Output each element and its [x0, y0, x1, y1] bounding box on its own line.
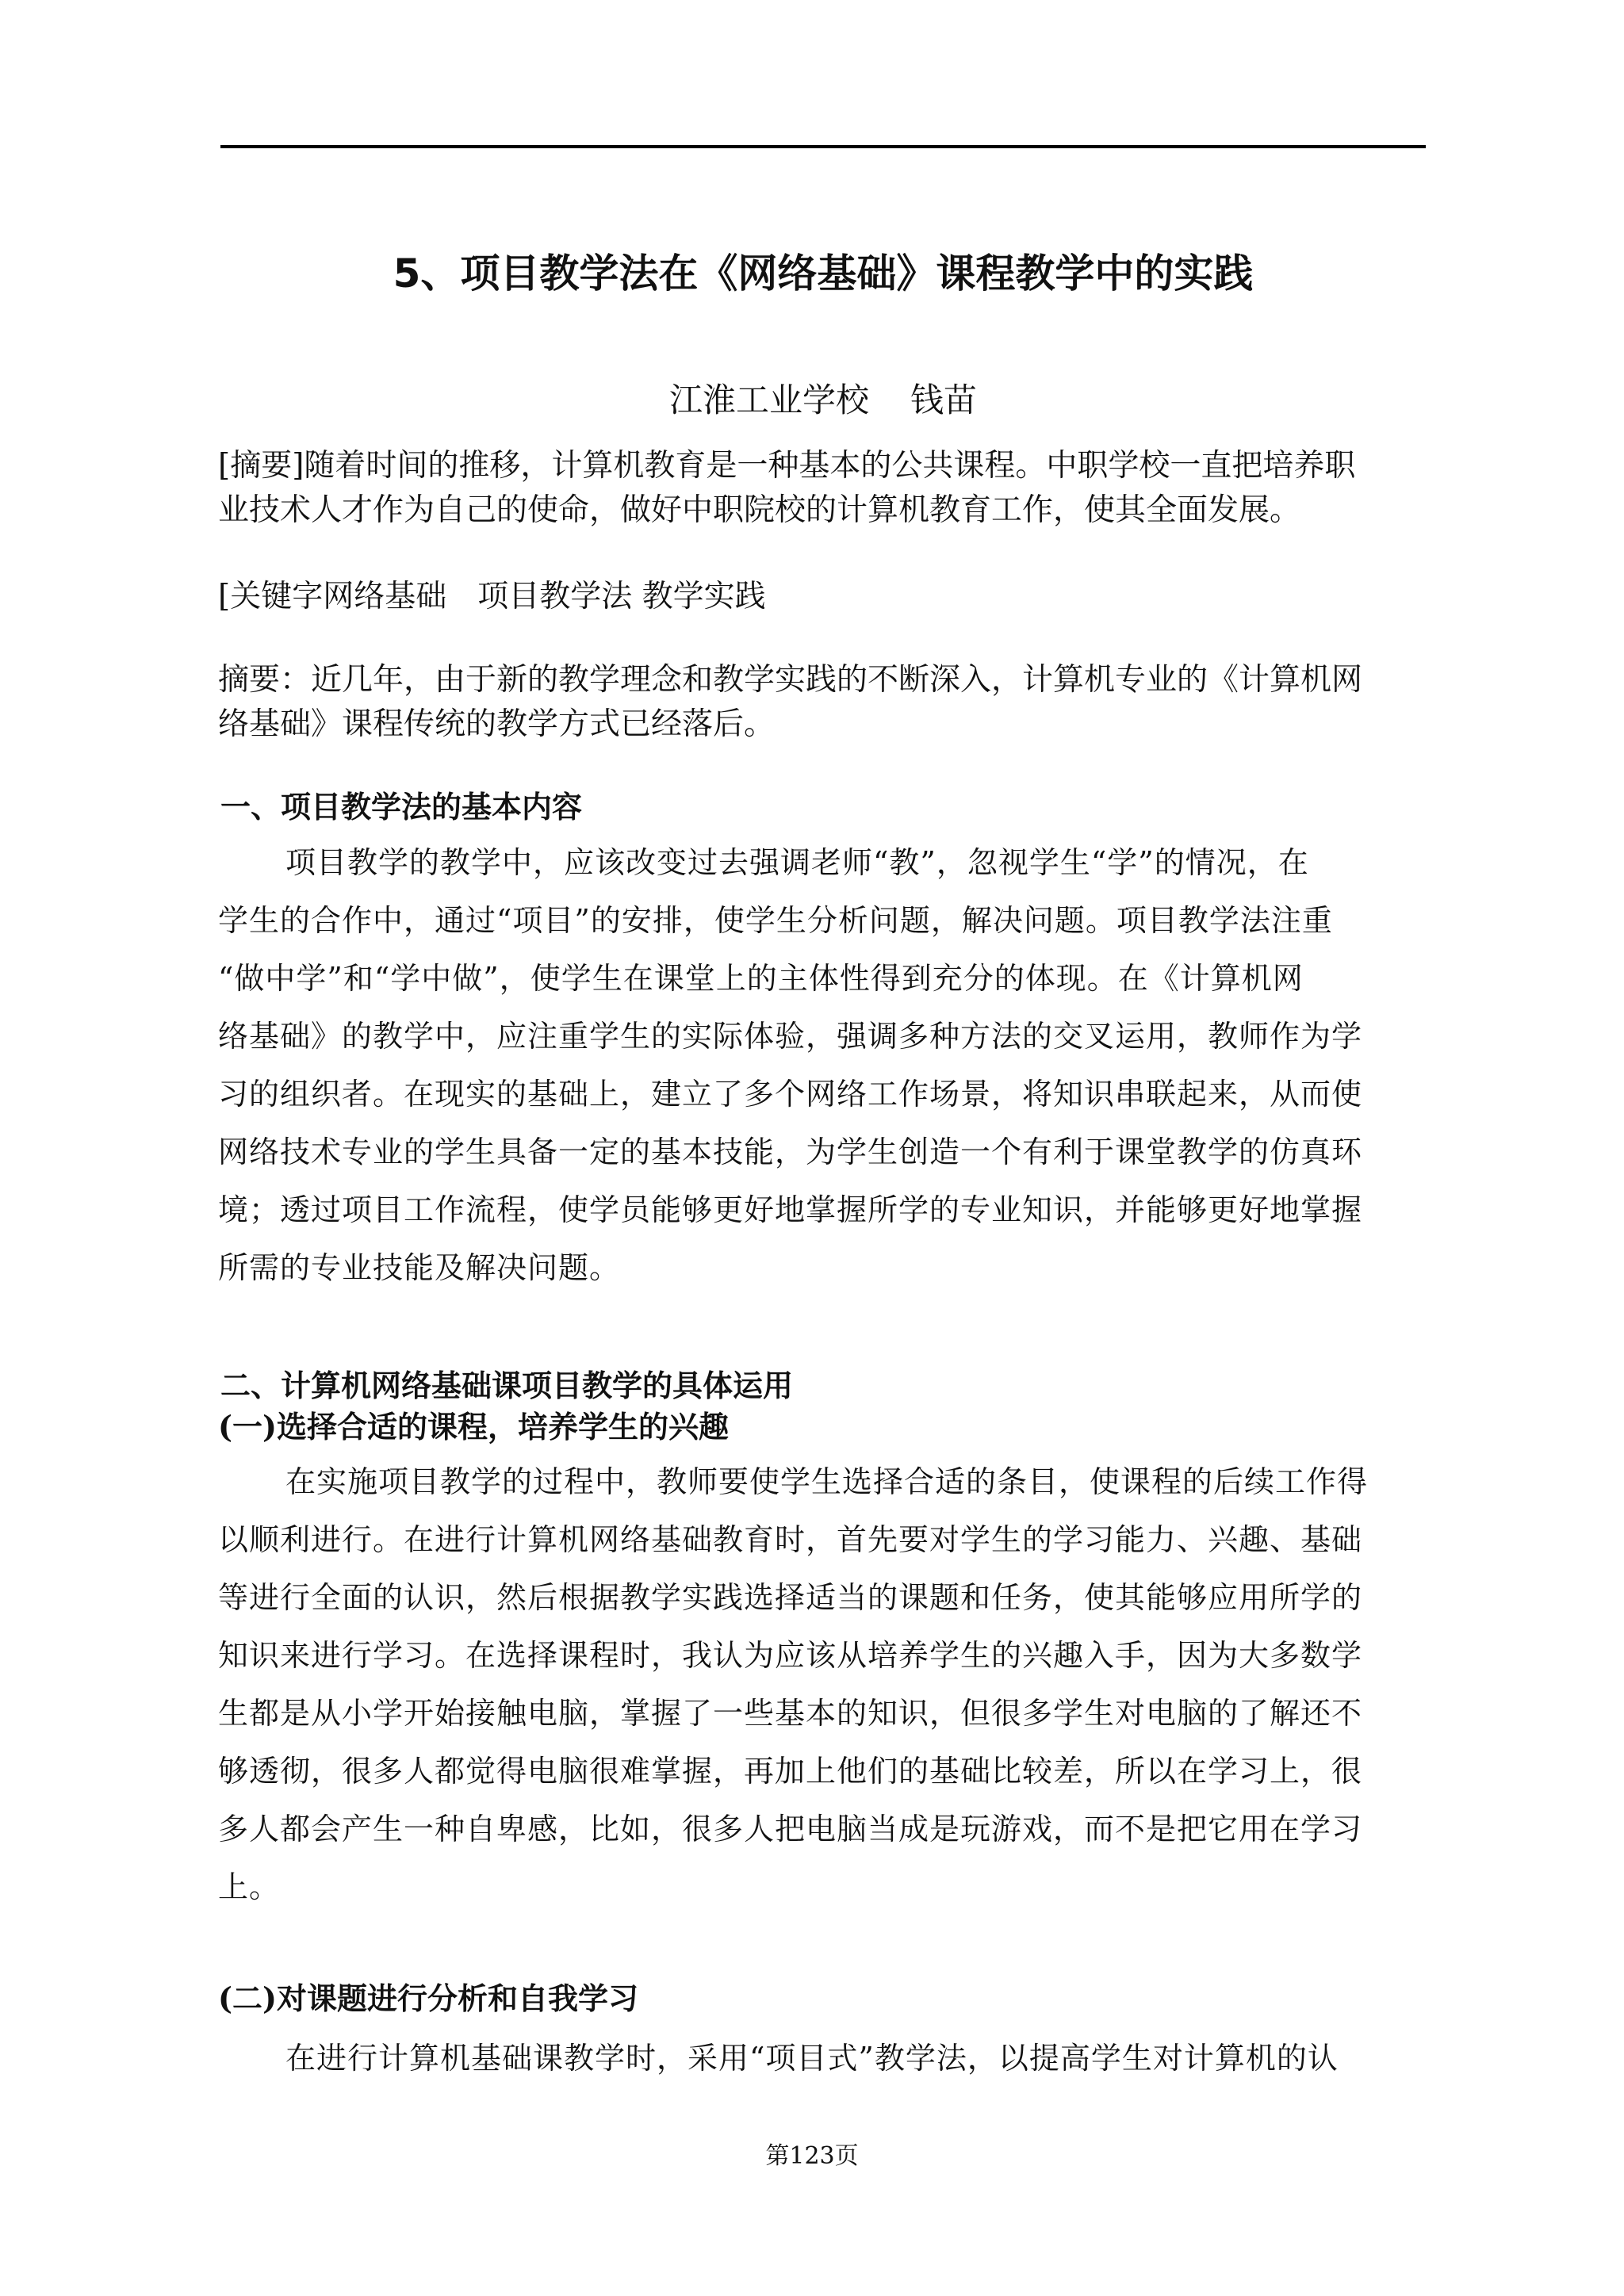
paragraph-line: 多人都会产生一种自卑感，比如，很多人把电脑当成是玩游戏，而不是把它用在学习 — [218, 1812, 1363, 1846]
summary-line: 络基础》课程传统的教学方式已经落后。 — [218, 706, 776, 742]
paragraph-line: 等进行全面的认识，然后根据教学实践选择适当的课题和任务，使其能够应用所学的 — [218, 1580, 1363, 1615]
author-name: 钱苗 — [910, 381, 978, 419]
paragraph-line: 学生的合作中，通过“项目”的安排，使学生分析问题，解决问题。项目教学法注重 — [218, 903, 1333, 938]
keywords-line: [关键字网络基础 项目教学法 教学实践 — [218, 579, 766, 614]
paragraph-line: 在进行计算机基础课教学时，采用“项目式”教学法，以提高学生对计算机的认 — [285, 2041, 1339, 2076]
section1-body — [218, 834, 1431, 1297]
section2-sub1-heading: (一)选择合适的课程，培养学生的兴趣 — [218, 1409, 729, 1445]
paragraph-line: 习的组织者。在现实的基础上，建立了多个网络工作场景，将知识串联起来，从而使 — [218, 1077, 1363, 1112]
paragraph-line: 所需的专业技能及解决问题。 — [218, 1250, 621, 1285]
section2-sub2-heading: (二)对课题进行分析和自我学习 — [218, 1980, 638, 2016]
paragraph-line: 网络技术专业的学生具备一定的基本技能，为学生创造一个有利于课堂教学的仿真环 — [218, 1135, 1363, 1169]
paragraph-line: 上。 — [218, 1869, 281, 1904]
summary-line: 摘要：近几年，由于新的教学理念和教学实践的不断深入，计算机专业的《计算机网 — [218, 662, 1363, 698]
section2-heading: 二、计算机网络基础课项目教学的具体运用 — [220, 1368, 794, 1403]
paragraph-line: 境；透过项目工作流程，使学员能够更好地掌握所学的专业知识，并能够更好地掌握 — [218, 1192, 1363, 1227]
paper-title: 5、项目教学法在《网络基础》课程教学中的实践 — [393, 251, 1254, 297]
paragraph-line: 络基础》的教学中，应注重学生的实际体验，强调多种方法的交叉运用，教师作为学 — [218, 1019, 1363, 1054]
paragraph-line: 够透彻，很多人都觉得电脑很难掌握，再加上他们的基础比较差，所以在学习上，很 — [218, 1754, 1363, 1789]
section1-heading: 一、项目教学法的基本内容 — [220, 790, 583, 825]
summary-block — [218, 658, 1431, 747]
paragraph-line: 在实施项目教学的过程中，教师要使学生选择合适的条目，使课程的后续工作得 — [285, 1464, 1369, 1499]
section2-sub2-body — [218, 2030, 1431, 2087]
paragraph-line: 项目教学的教学中，应该改变过去强调老师“教”，忽视学生“学”的情况，在 — [285, 845, 1309, 880]
header-rule — [220, 145, 1426, 148]
page-number: 第123页 — [765, 2142, 859, 2170]
paragraph-line: 知识来进行学习。在选择课程时，我认为应该从培养学生的兴趣入手，因为大多数学 — [218, 1638, 1363, 1673]
abstract-line: [摘要]随着时间的推移，计算机教育是一种基本的公共课程。中职学校一直把培养职 — [218, 448, 1356, 484]
paragraph-line: 生都是从小学开始接触电脑，掌握了一些基本的知识，但很多学生对电脑的了解还不 — [218, 1696, 1363, 1731]
abstract-block — [218, 444, 1431, 533]
paragraph-line: “做中学”和“学中做”，使学生在课堂上的主体性得到充分的体现。在《计算机网 — [218, 961, 1304, 996]
author-line — [220, 377, 1426, 424]
section2-sub1-body — [218, 1453, 1431, 1916]
paragraph-line: 以顺利进行。在进行计算机网络基础教育时，首先要对学生的学习能力、兴趣、基础 — [218, 1522, 1363, 1557]
abstract-line: 业技术人才作为自己的使命，做好中职院校的计算机教育工作，使其全面发展。 — [218, 492, 1301, 528]
author-school: 江淮工业学校 — [668, 381, 869, 419]
